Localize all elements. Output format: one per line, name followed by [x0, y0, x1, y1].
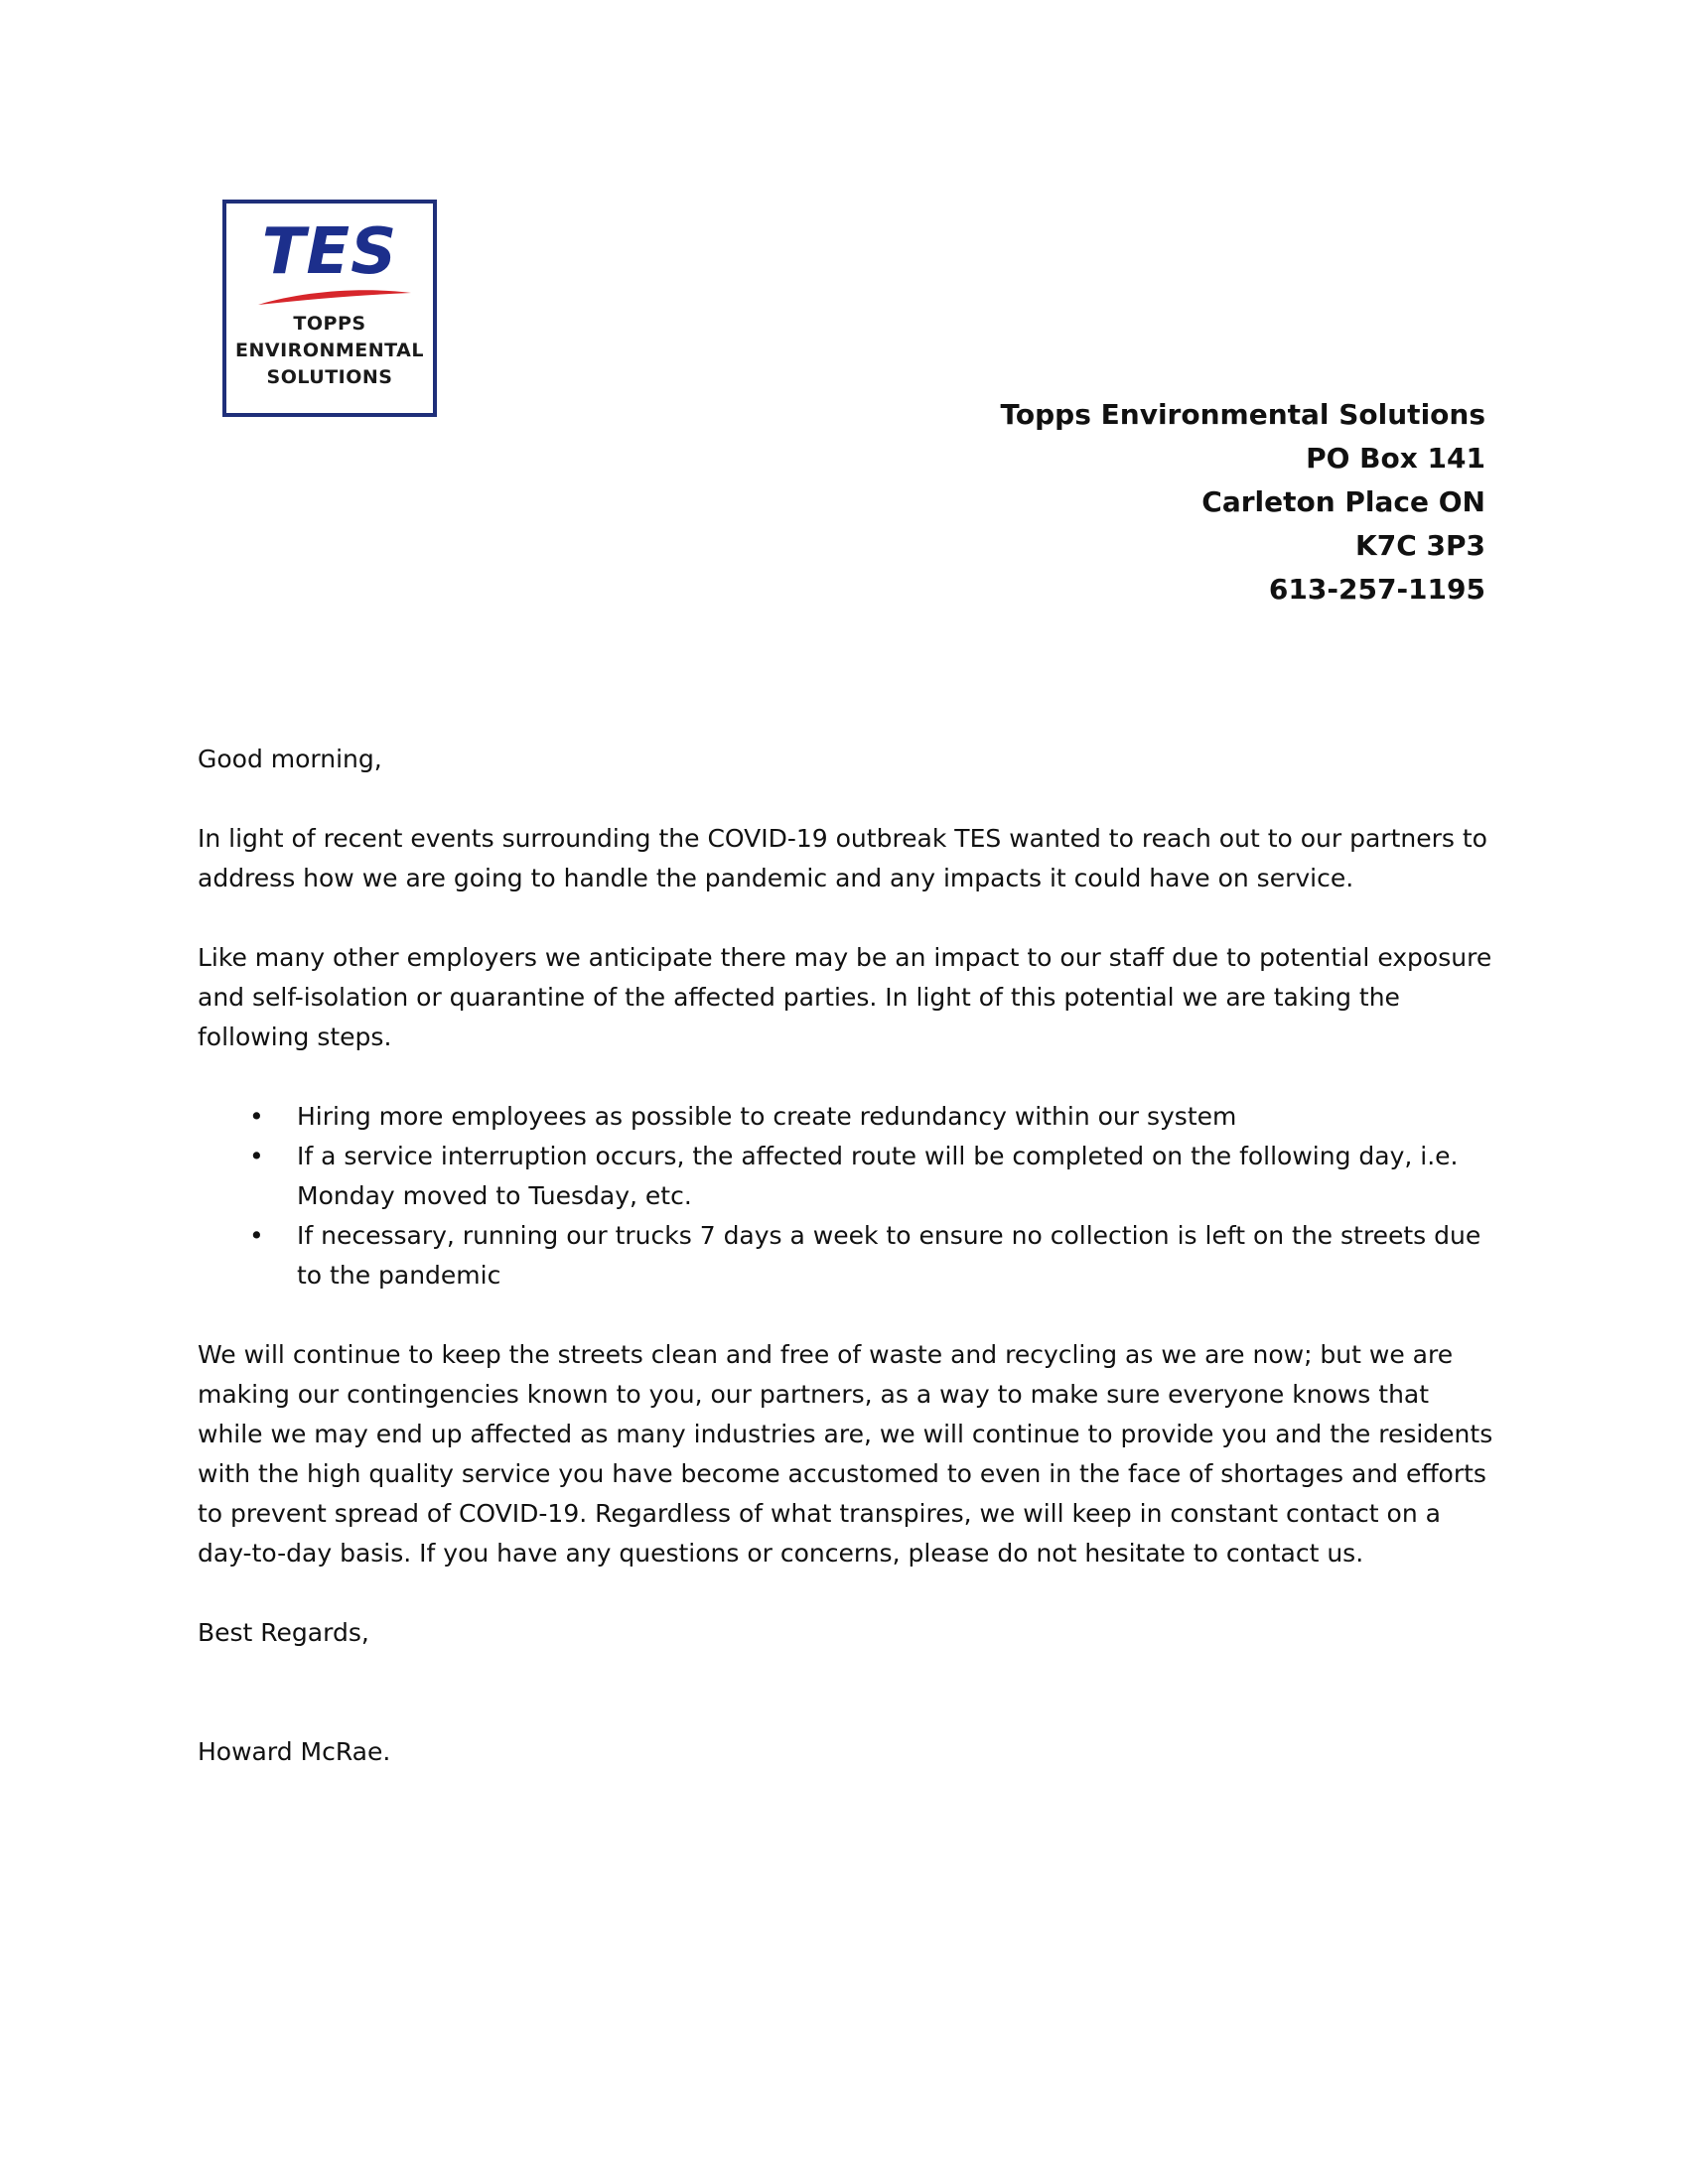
- closing: Best Regards,: [198, 1618, 369, 1647]
- paragraph-intro: In light of recent events surrounding the COVID-19 outbreak TES wanted to reach out to our partners to address how we are going to handle the pandemic and any impacts it could have on service.: [198, 824, 1487, 892]
- bullet-icon: •: [249, 1221, 264, 1250]
- paragraph-commitment: We will continue to keep the streets clean and free of waste and recycling as we are now; but we are making our contingencies known to you, our partners, as a way to make sure everyone knows that while we may end up affected as many industries are, we will continue to provide you and the residents with the high quality service you have become accustomed to even in the face of shortages and efforts to prevent spread of COVID-19. Regardless of what transpires, we will keep in constant contact on a day-to-day basis. If you have any questions or concerns, please do not hesitate to contact us.: [198, 1340, 1493, 1568]
- city-province: Carleton Place ON: [1201, 485, 1485, 518]
- logo-name-line-2: ENVIRONMENTAL: [235, 340, 424, 361]
- logo-company-name: [226, 311, 433, 391]
- list-item: [198, 1137, 1498, 1216]
- bullet-icon: •: [249, 1102, 264, 1131]
- logo-name-line-1: TOPPS: [293, 313, 366, 335]
- list-item: [198, 1216, 1498, 1296]
- company-logo: [222, 200, 437, 417]
- list-item: [198, 1097, 1498, 1137]
- postal-code: K7C 3P3: [1355, 529, 1485, 562]
- company-name: Topps Environmental Solutions: [1000, 398, 1485, 431]
- list-item-text: Hiring more employees as possible to create redundancy within our system: [297, 1102, 1237, 1131]
- list-item-text: If necessary, running our trucks 7 days a week to ensure no collection is left on the streets due to the pandemic: [297, 1221, 1481, 1290]
- logo-name-line-3: SOLUTIONS: [266, 366, 393, 388]
- letter-body: [198, 740, 1498, 1772]
- logo-acronym: TES: [261, 215, 398, 289]
- logo-swoosh-icon: [254, 285, 413, 309]
- bullet-icon: •: [249, 1142, 264, 1170]
- phone-number: 613-257-1195: [1268, 573, 1485, 606]
- greeting: Good morning,: [198, 745, 382, 773]
- list-item-text: If a service interruption occurs, the affected route will be completed on the following day, i.e. Monday moved to Tuesday, etc.: [297, 1142, 1459, 1210]
- sender-address-block: [1001, 393, 1485, 612]
- paragraph-impact: Like many other employers we anticipate there may be an impact to our staff due to potential exposure and self-isolation or quarantine of the affected parties. In light of this potential we are taking the following steps.: [198, 943, 1492, 1051]
- signature: Howard McRae.: [198, 1737, 391, 1766]
- steps-list: [198, 1097, 1498, 1296]
- po-box: PO Box 141: [1306, 442, 1485, 475]
